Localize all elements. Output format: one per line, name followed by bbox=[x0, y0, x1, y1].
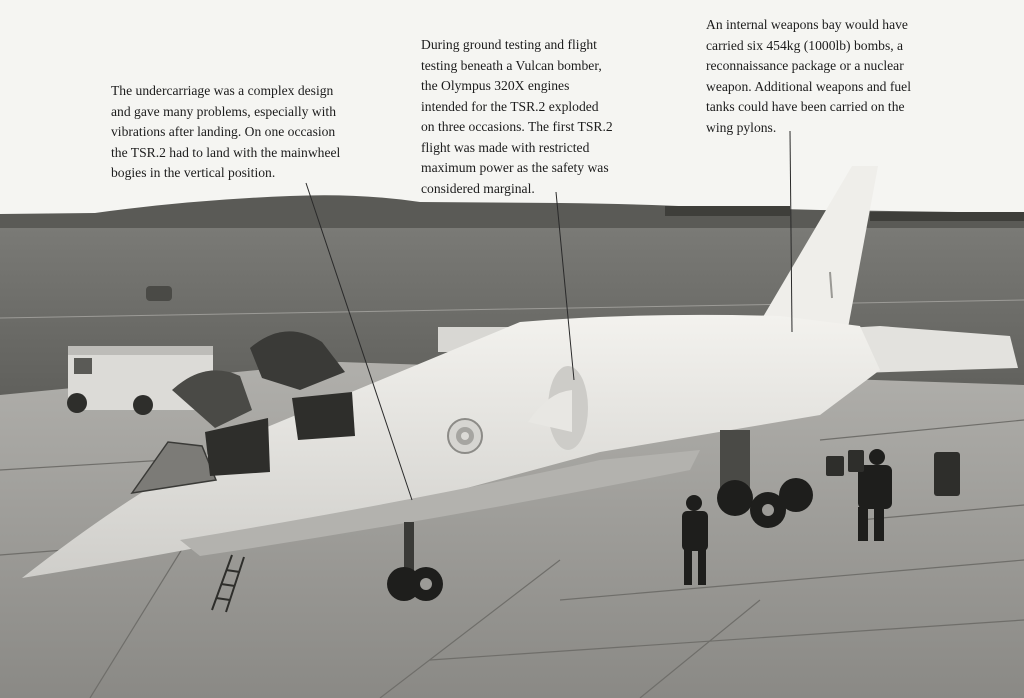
caption-line: tanks could have been carried on the bbox=[706, 99, 905, 114]
treeline bbox=[665, 206, 790, 216]
caption-line: testing beneath a Vulcan bomber, bbox=[421, 57, 602, 73]
caption-weapons bbox=[706, 15, 911, 138]
caption-line: intended for the TSR.2 exploded bbox=[421, 98, 599, 114]
caption-line: weapon. Additional weapons and fuel bbox=[706, 78, 911, 94]
caption-line: flight was made with restricted bbox=[421, 139, 590, 155]
caption-line: maximum power as the safety was bbox=[421, 160, 609, 175]
caption-engines bbox=[421, 35, 613, 199]
caption-line: on three occasions. The first TSR.2 bbox=[421, 119, 613, 134]
caption-line: vibrations after landing. On one occasion bbox=[111, 124, 336, 139]
treeline-right bbox=[870, 212, 1024, 221]
caption-undercarriage bbox=[111, 81, 340, 184]
caption-line: and gave many problems, especially with bbox=[111, 103, 336, 119]
caption-line: The undercarriage was a complex design bbox=[111, 83, 334, 98]
distant-car bbox=[146, 286, 172, 301]
caption-line: reconnaissance package or a nuclear bbox=[706, 58, 904, 73]
caption-line: the TSR.2 had to land with the mainwheel bbox=[111, 144, 341, 160]
caption-line: bogies in the vertical position. bbox=[111, 165, 276, 180]
caption-line: carried six 454kg (1000lb) bombs, a bbox=[706, 37, 904, 53]
caption-line: An internal weapons bay would have bbox=[706, 17, 908, 32]
caption-line: During ground testing and flight bbox=[421, 37, 597, 52]
caption-line: considered marginal. bbox=[421, 180, 535, 196]
caption-line: wing pylons. bbox=[706, 119, 777, 135]
caption-line: the Olympus 320X engines bbox=[421, 78, 570, 93]
